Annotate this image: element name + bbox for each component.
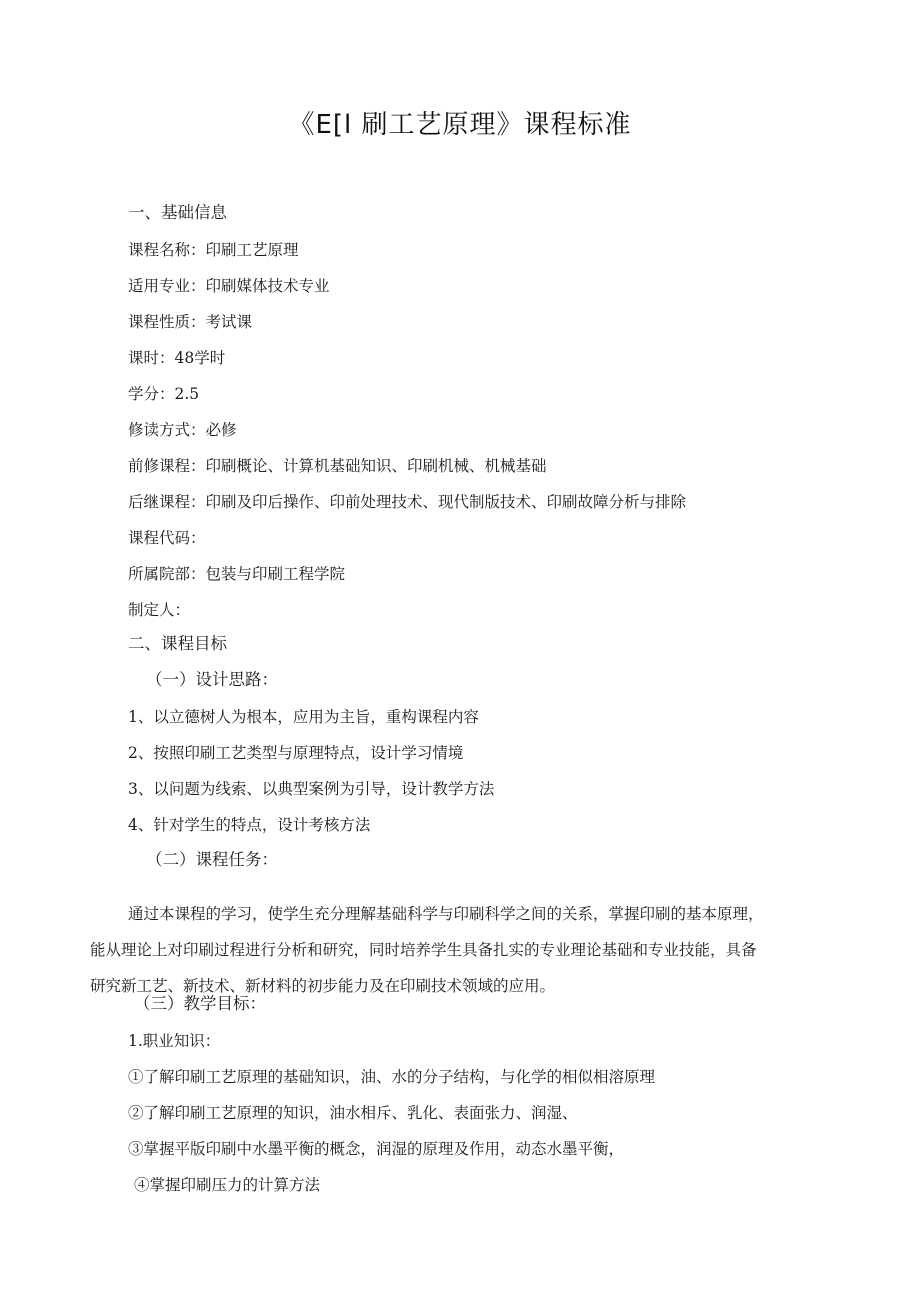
field-credits: 学分：2.5 — [128, 385, 200, 403]
field-study-mode: 修读方式：必修 — [128, 421, 237, 439]
subheading-course-task: （二）课程任务： — [146, 850, 278, 869]
task-paragraph-line: 研究新工艺、新技术、新材料的初步能力及在印刷技术领域的应用。 — [90, 976, 556, 995]
knowledge-item: ②了解印刷工艺原理的知识，油水相斥、乳化、表面张力、润湿、 — [128, 1104, 578, 1122]
design-item: 1、以立德树人为根本，应用为主旨，重构课程内容 — [128, 708, 479, 726]
field-hours: 课时：48学时 — [128, 349, 226, 367]
knowledge-item: ①了解印刷工艺原理的基础知识，油、水的分子结构，与化学的相似相溶原理 — [128, 1068, 656, 1086]
document-title: 《E[l 刷工艺原理》课程标准 — [288, 110, 632, 140]
subheading-design-idea: （一）设计思路： — [146, 670, 278, 689]
field-prerequisites: 前修课程：印刷概论、计算机基础知识、印刷机械、机械基础 — [128, 457, 547, 475]
knowledge-item: ④掌握印刷压力的计算方法 — [134, 1176, 321, 1194]
field-course-code: 课程代码： — [128, 529, 206, 547]
task-paragraph-line: 通过本课程的学习，使学生充分理解基础科学与印刷科学之间的关系，掌握印刷的基本原理， — [128, 904, 764, 923]
field-course-type: 课程性质：考试课 — [128, 313, 253, 331]
section-heading-course-goals: 二、课程目标 — [128, 634, 227, 653]
field-author: 制定人： — [128, 601, 191, 619]
task-paragraph-line: 能从理论上对印刷过程进行分析和研究，同时培养学生具备扎实的专业理论基础和专业技能，具备 — [90, 940, 757, 959]
design-item: 3、以问题为线索、以典型案例为引导，设计教学方法 — [128, 780, 495, 798]
field-department: 所属院部：包装与印刷工程学院 — [128, 565, 346, 583]
field-course-name: 课程名称：印刷工艺原理 — [128, 241, 299, 259]
field-follow-up-courses: 后继课程：印刷及印后操作、印前处理技术、现代制版技术、印刷故障分析与排除 — [128, 493, 687, 511]
knowledge-heading: 1.职业知识： — [128, 1032, 221, 1050]
design-item: 4、针对学生的特点，设计考核方法 — [128, 816, 371, 834]
subheading-teaching-goals: （三）教学目标： — [134, 994, 266, 1013]
field-major: 适用专业：印刷媒体技术专业 — [128, 277, 330, 295]
section-heading-basic-info: 一、基础信息 — [128, 203, 227, 222]
knowledge-item: ③掌握平版印刷中水墨平衡的概念，润湿的原理及作用，动态水墨平衡， — [128, 1140, 625, 1158]
design-item: 2、按照印刷工艺类型与原理特点，设计学习情境 — [128, 744, 464, 762]
